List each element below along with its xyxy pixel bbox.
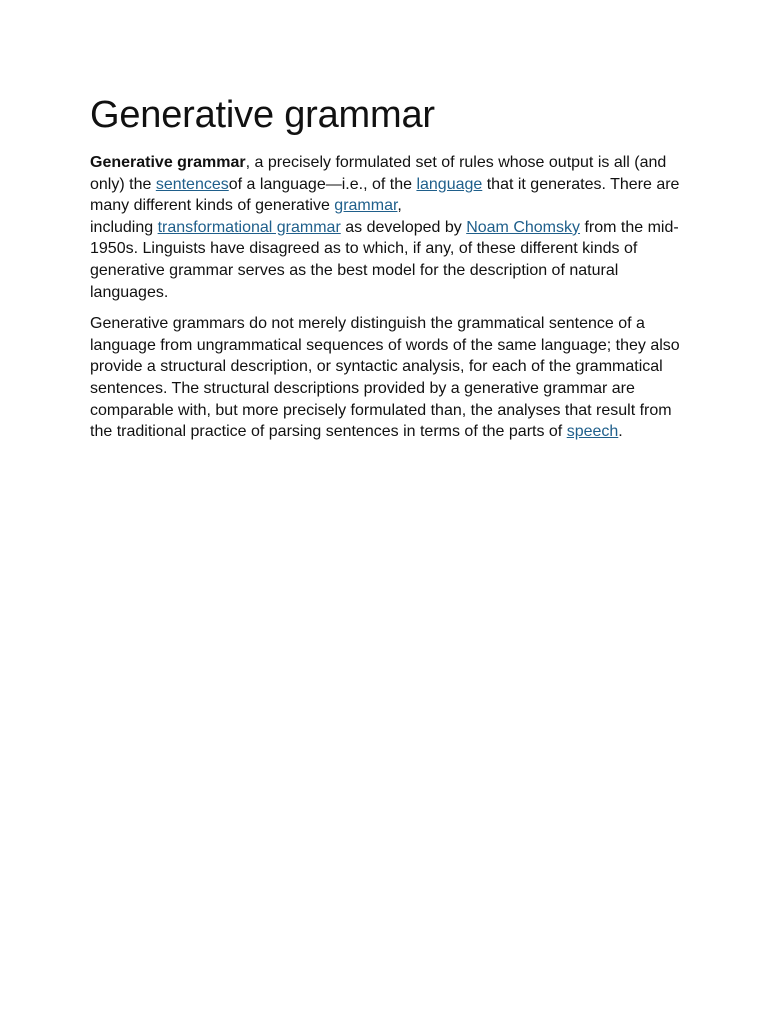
document-page <box>90 92 684 443</box>
text-segment: from the mid-1950s. Linguists have disagreed as to which, if any, of these different kinds of generative grammar serves as the best model for the description of natural languages. <box>90 218 679 301</box>
link-noam-chomsky[interactable]: Noam Chomsky <box>466 218 581 236</box>
link-speech[interactable]: speech <box>566 423 619 441</box>
paragraph-definition <box>90 152 684 303</box>
text-segment: Generative grammars do not merely distinguish the grammatical sentence of a language from ungrammatical sequences of words of the same language; they also provide a structural description, or syntactic analysis, for each of the grammatical sentences. The structural descriptions provided by a generative grammar are comparable with, but more precisely formulated than, the analyses that result from the traditional practice of parsing sentences in terms of the parts of <box>90 315 680 441</box>
term-generative-grammar: Generative grammar <box>90 154 246 171</box>
paragraph-structural-description <box>90 313 684 443</box>
page-title: Generative grammar <box>90 94 435 136</box>
text-segment: of a language—i.e., of the <box>228 175 417 193</box>
link-sentences[interactable]: sentences <box>155 175 229 193</box>
text-segment: including <box>90 218 158 236</box>
text-segment: , a precisely formulated set of rules whose output is all (and only) the <box>90 154 667 193</box>
link-grammar[interactable]: grammar <box>334 197 398 215</box>
text-segment: . <box>618 423 623 441</box>
link-language[interactable]: language <box>416 175 483 193</box>
text-segment: as developed by <box>340 218 467 236</box>
text-segment: that it generates. There are many different kinds of generative <box>90 175 680 215</box>
link-transformational-grammar[interactable]: transformational grammar <box>157 218 341 236</box>
text-segment: , <box>397 197 402 215</box>
